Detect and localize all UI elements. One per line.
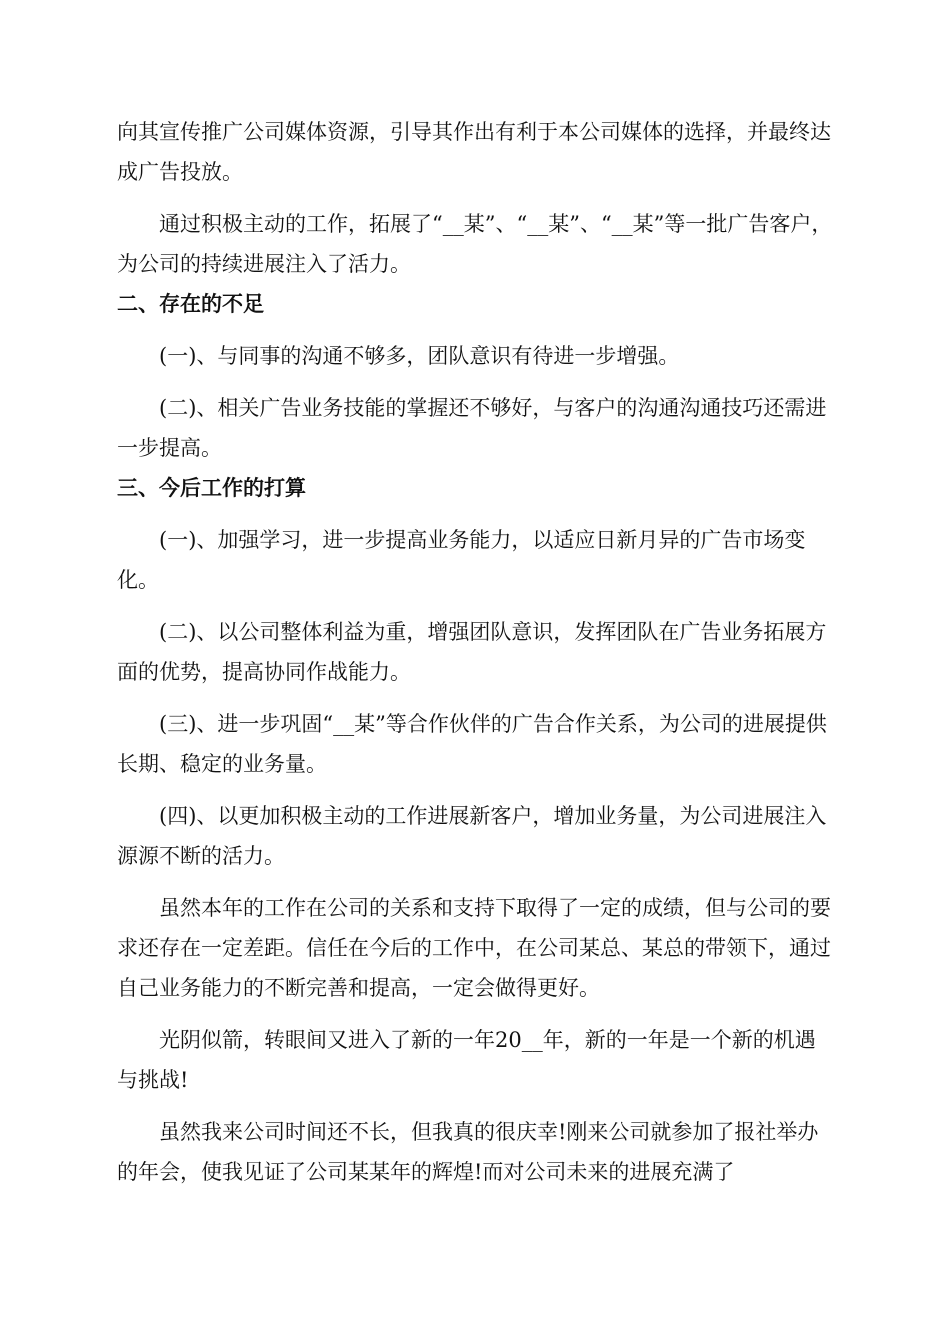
section-heading-shortcomings: 二、存在的不足 <box>117 292 264 316</box>
section-heading-future-plans: 三、今后工作的打算 <box>117 476 306 500</box>
paragraph-shortcoming-2: (二)、相关广告业务技能的掌握还不够好，与客户的沟通沟通技巧还需进一步提高。 <box>117 396 827 460</box>
paragraph-plan-2: (二)、以公司整体利益为重，增强团队意识，发挥团队在广告业务拓展方面的优势，提高协同作战能力。 <box>117 620 827 684</box>
paragraph-plan-3: (三)、进一步巩固“__某”等合作伙伴的广告合作关系，为公司的进展提供长期、稳定的业务量。 <box>117 712 827 776</box>
document-body <box>117 112 833 1192</box>
paragraph-new-clients: 通过积极主动的工作，拓展了“__某”、“__某”、“__某”等一批广告客户，为公司的持续进展注入了活力。 <box>117 212 833 276</box>
paragraph-plan-1: (一)、加强学习，进一步提高业务能力，以适应日新月异的广告市场变化。 <box>117 528 806 592</box>
paragraph-reflection: 虽然我来公司时间还不长，但我真的很庆幸!刚来公司就参加了报社举办的年会，使我见证了公司某某年的辉煌!而对公司未来的进展充满了 <box>117 1120 819 1184</box>
paragraph-summary: 虽然本年的工作在公司的关系和支持下取得了一定的成绩，但与公司的要求还存在一定差距。信任在今后的工作中，在公司某总、某总的带领下，通过自己业务能力的不断完善和提高，一定会做得更好。 <box>117 896 831 1000</box>
paragraph-new-year: 光阴似箭，转眼间又进入了新的一年20__年，新的一年是一个新的机遇与挑战! <box>117 1028 816 1092</box>
paragraph-plan-4: (四)、以更加积极主动的工作进展新客户，增加业务量，为公司进展注入源源不断的活力。 <box>117 804 827 868</box>
paragraph-shortcoming-1: (一)、与同事的沟通不够多，团队意识有待进一步增强。 <box>159 344 680 368</box>
paragraph-continued: 向其宣传推广公司媒体资源，引导其作出有利于本公司媒体的选择，并最终达成广告投放。 <box>117 120 831 184</box>
